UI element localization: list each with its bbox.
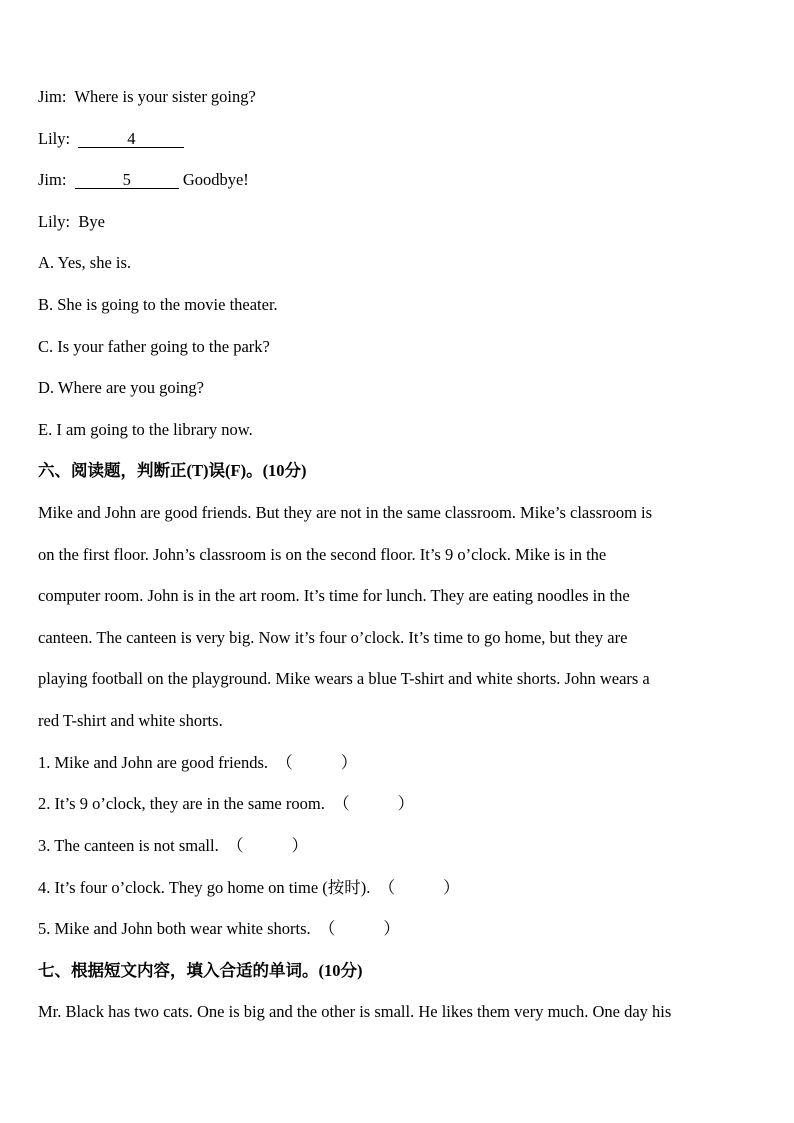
passage-line: computer room. John is in the art room. It’s time for lunch. They are eating noodles in the <box>38 586 630 605</box>
question-1 <box>38 753 357 773</box>
paren-close: ） <box>397 794 415 813</box>
answer-paren[interactable] <box>276 753 357 773</box>
paren-close: ） <box>340 753 358 772</box>
answer-paren[interactable] <box>319 919 400 939</box>
answer-paren[interactable] <box>227 836 308 856</box>
answer-paren[interactable] <box>379 878 460 898</box>
paren-close: ） <box>383 919 400 938</box>
speaker: Lily: <box>38 129 71 148</box>
question-text: 4. It’s four o’clock. They go home on time (按时). <box>38 878 371 897</box>
paren-open: （ <box>226 836 244 855</box>
passage-line: playing football on the playground. Mike wears a blue T-shirt and white shorts. John wears a <box>38 669 650 688</box>
passage-line: Mr. Black has two cats. One is big and the other is small. He likes them very much. One day his <box>38 1002 672 1021</box>
option-d: D. Where are you going? <box>38 378 205 397</box>
question-text: 1. Mike and John are good friends. <box>38 753 269 772</box>
answer-blank-4[interactable] <box>78 131 184 148</box>
speaker: Jim: <box>38 170 67 189</box>
dialogue-line-2 <box>38 129 184 149</box>
paren-open: （ <box>378 878 396 897</box>
paren-close: ） <box>291 836 308 855</box>
answer-paren[interactable] <box>333 794 414 814</box>
question-3 <box>38 836 308 856</box>
passage-line: Mike and John are good friends. But they are not in the same classroom. Mike’s classroom is <box>38 503 653 522</box>
question-text: 3. The canteen is not small. <box>38 836 219 855</box>
passage-line: red T-shirt and white shorts. <box>38 711 223 730</box>
question-5 <box>38 919 400 939</box>
paren-open: （ <box>318 919 336 938</box>
dialogue-line-4 <box>38 212 105 232</box>
question-text: 2. It’s 9 o’clock, they are in the same room. <box>38 794 325 813</box>
dialogue-line-1 <box>38 87 256 107</box>
paren-open: （ <box>333 794 350 813</box>
paren-close: ） <box>443 878 460 897</box>
speaker: Lily: <box>38 212 71 231</box>
dialogue-line-3 <box>38 170 249 190</box>
dialogue-text: Bye <box>78 212 105 231</box>
answer-blank-5[interactable] <box>75 172 179 189</box>
section-7-heading: 七、根据短文内容，填入合适的单词。(10分) <box>38 961 363 980</box>
question-text: 5. Mike and John both wear white shorts. <box>38 919 311 938</box>
dialogue-text: Where is your sister going? <box>74 87 256 106</box>
question-2 <box>38 794 414 814</box>
option-e: E. I am going to the library now. <box>38 420 253 439</box>
speaker: Jim: <box>38 87 67 106</box>
paren-open: （ <box>276 753 293 772</box>
option-c: C. Is your father going to the park? <box>38 337 270 356</box>
blank-number: 4 <box>127 129 136 148</box>
passage-line: canteen. The canteen is very big. Now it’s four o’clock. It’s time to go home, but they are <box>38 628 628 647</box>
option-a: A. Yes, she is. <box>38 253 132 272</box>
dialogue-text: Goodbye! <box>182 170 249 189</box>
passage-line: on the first floor. John’s classroom is on the second floor. It’s 9 o’clock. Mike is in the <box>38 545 607 564</box>
section-6-heading: 六、阅读题，判断正(T)误(F)。(10分) <box>38 461 307 480</box>
option-b: B. She is going to the movie theater. <box>38 295 278 314</box>
question-4 <box>38 878 460 898</box>
blank-number: 5 <box>122 170 131 189</box>
